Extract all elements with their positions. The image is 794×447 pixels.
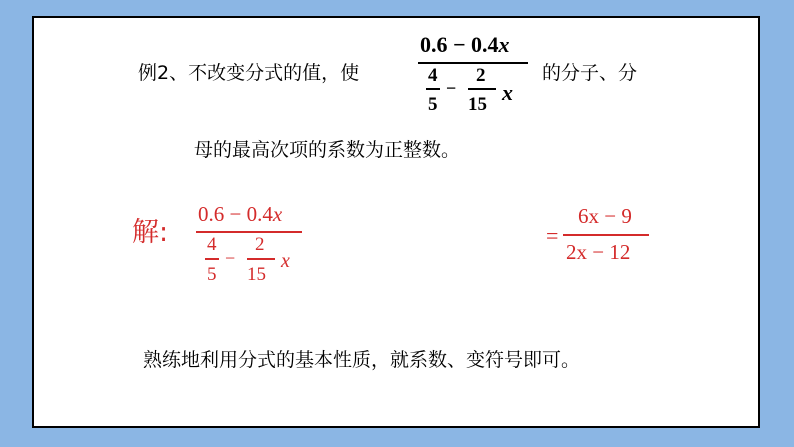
question-denominator-left-numerator: 4 <box>428 65 438 86</box>
question-line1-suffix: 的分子、分 <box>542 62 638 84</box>
question-denominator-right-numerator: 2 <box>476 65 486 86</box>
question-line1-prefix: 例2、不改变分式的值，使 <box>138 62 360 84</box>
solution-result-denominator: 2x − 12 <box>566 240 631 264</box>
question-denominator-minus: − <box>446 78 457 98</box>
question-denominator-right-bar <box>468 88 496 90</box>
question-denominator-left-denominator: 5 <box>428 94 438 115</box>
solution-result-bar <box>563 234 649 236</box>
solution-denominator-right-numerator: 2 <box>255 234 265 255</box>
question-line2: 母的最高次项的系数为正整数。 <box>194 139 461 161</box>
solution-denominator-left-numerator: 4 <box>207 234 217 255</box>
solution-fraction-numerator: 0.6 − 0.4x <box>198 202 283 226</box>
solution-denominator-minus: − <box>225 248 236 268</box>
solution-denominator-left-denominator: 5 <box>207 264 217 285</box>
solution-fraction-bar <box>196 231 302 233</box>
solution-result-numerator: 6x − 9 <box>578 204 632 228</box>
solution-denominator-right-bar <box>247 258 275 260</box>
question-denominator-variable: x <box>502 80 513 105</box>
question-fraction-bar <box>418 62 528 64</box>
question-fraction-numerator: 0.6 − 0.4x <box>420 32 510 57</box>
solution-denominator-variable: x <box>281 250 290 272</box>
solution-label: 解: <box>132 217 169 248</box>
question-denominator-left-bar <box>426 88 440 90</box>
question-denominator-right-denominator: 15 <box>468 94 487 115</box>
solution-equals-sign: = <box>546 223 559 248</box>
solution-denominator-left-bar <box>205 258 219 260</box>
slide-panel <box>32 16 760 428</box>
solution-denominator-right-denominator: 15 <box>247 264 266 285</box>
footer-note: 熟练地利用分式的基本性质，就系数、变符号即可。 <box>143 349 581 371</box>
